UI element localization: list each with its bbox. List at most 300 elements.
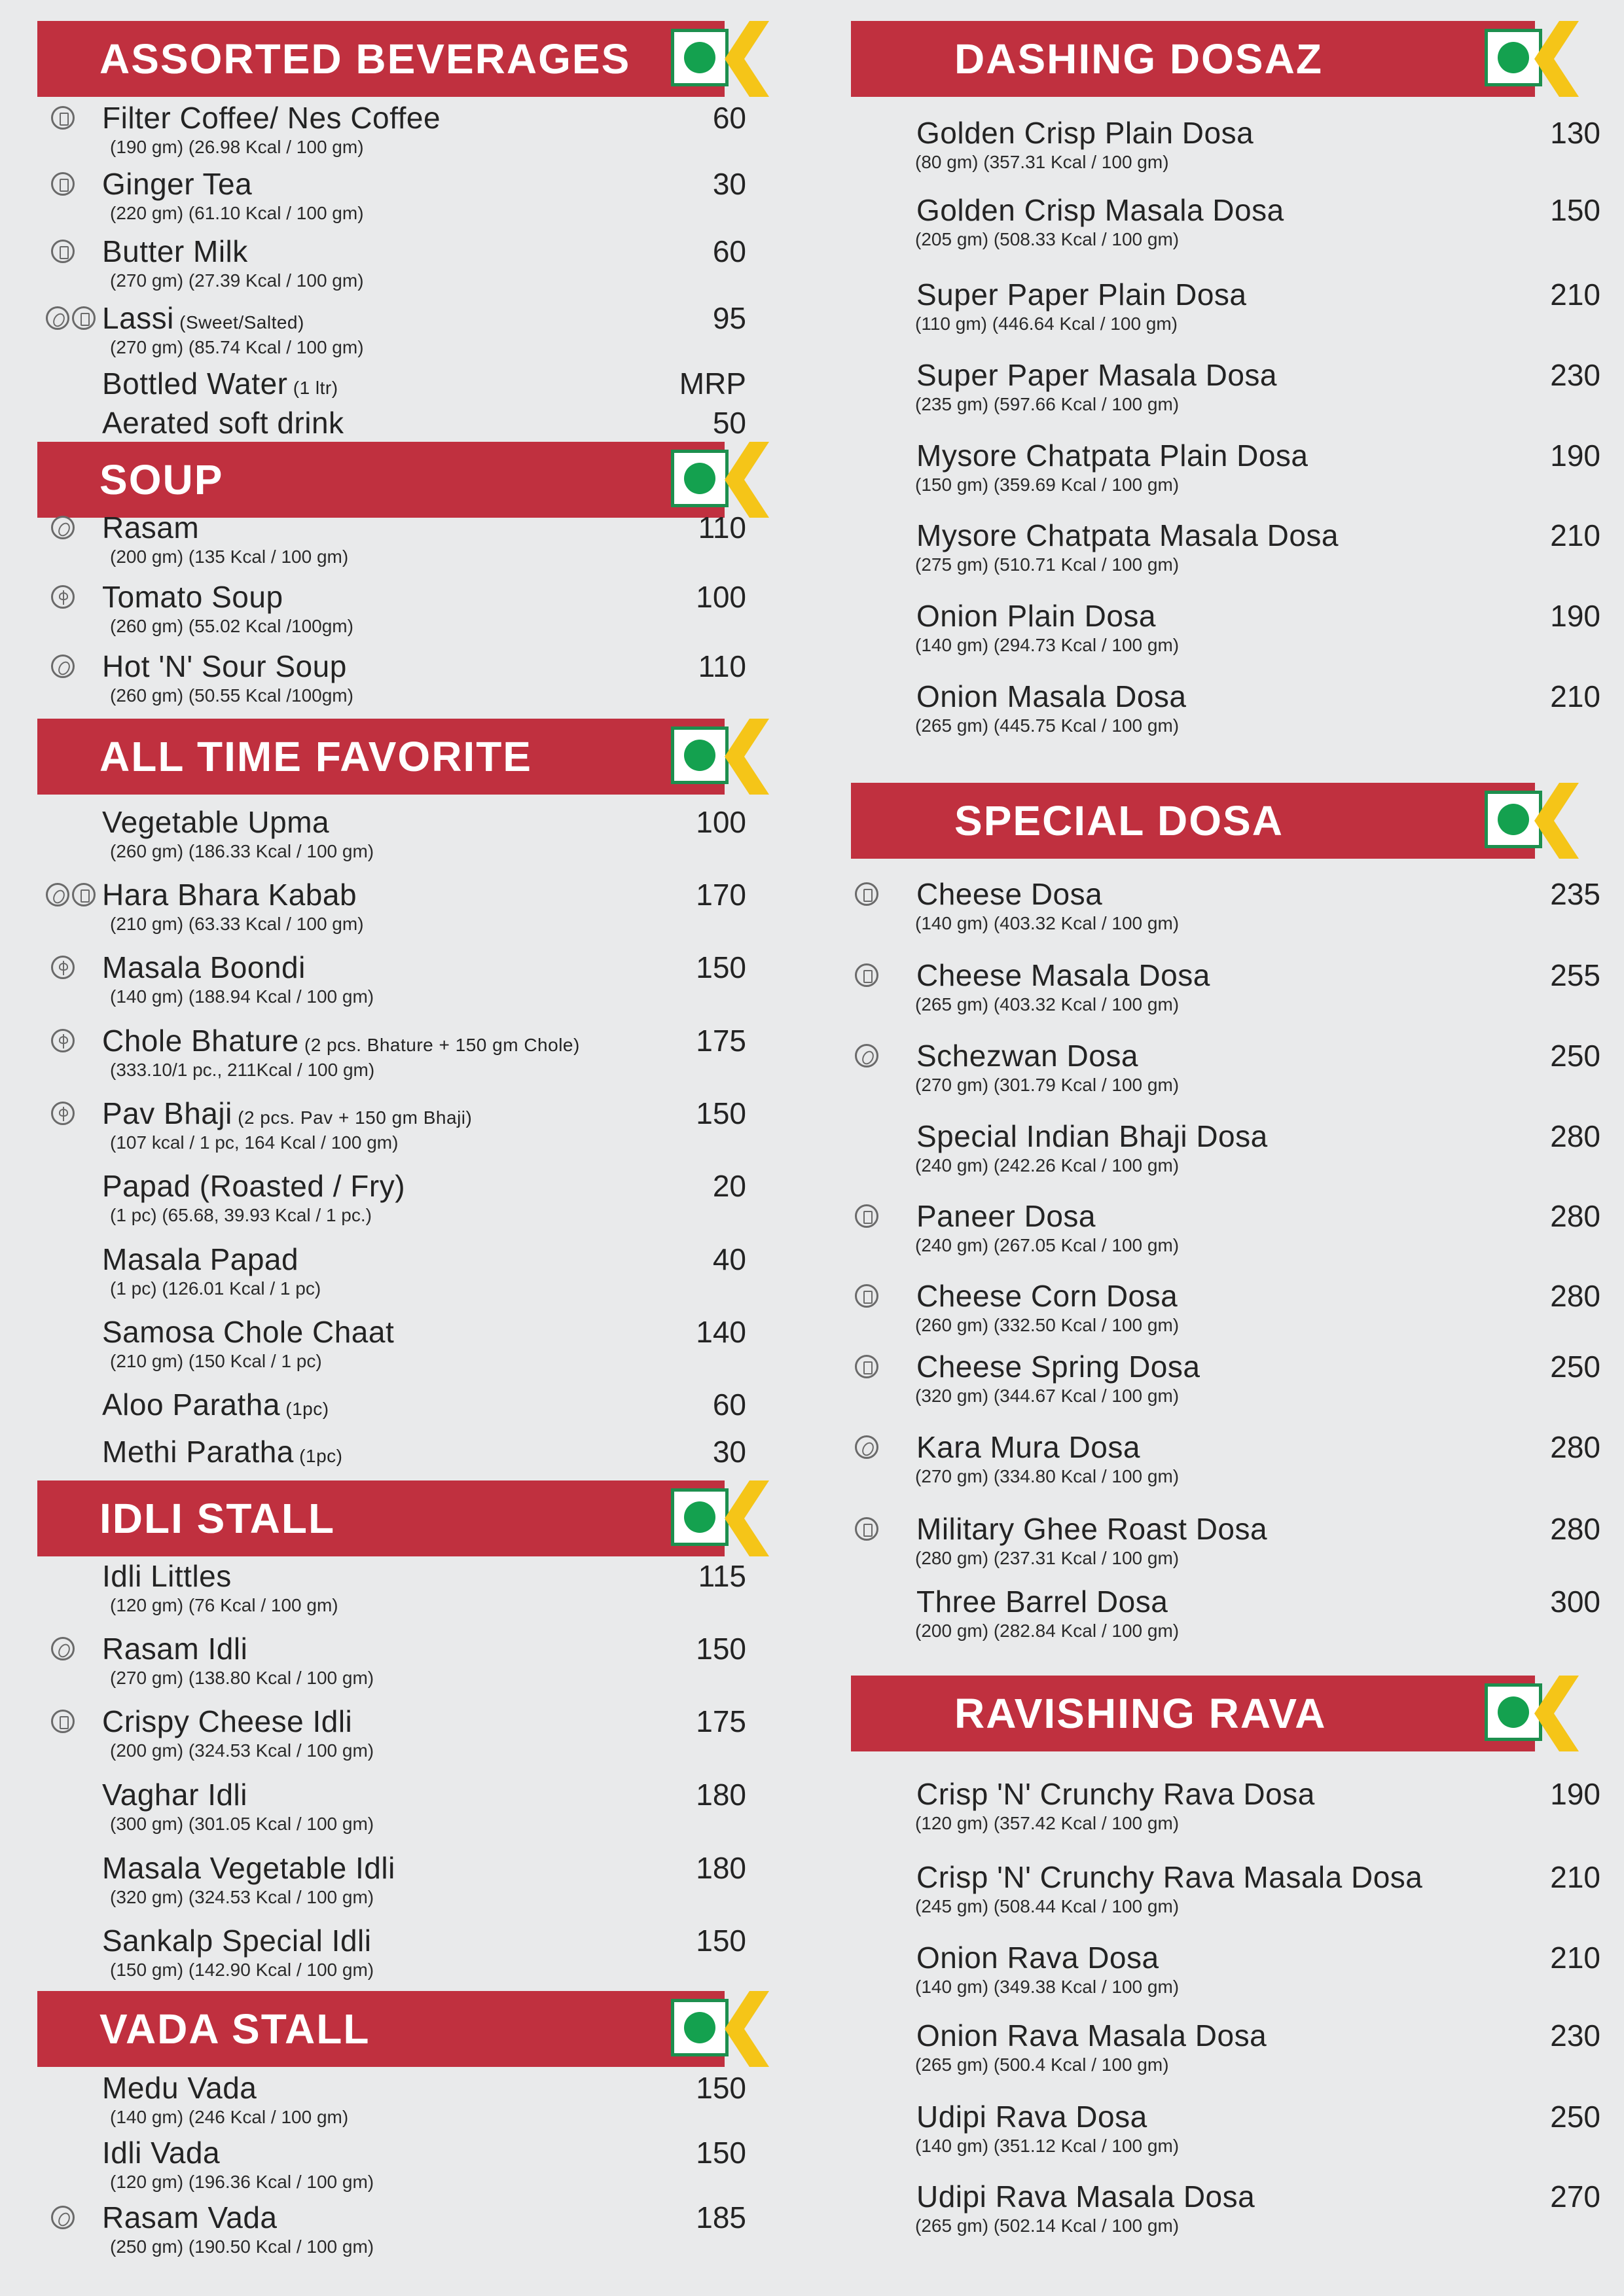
section-title: SPECIAL DOSA — [954, 797, 1284, 844]
allergen-icons — [51, 240, 77, 266]
item-portion-note: (1pc) — [280, 1399, 329, 1419]
item-name — [916, 598, 1156, 634]
item-nutrition: (260 gm) (332.50 Kcal / 100 gm) — [915, 1315, 1180, 1335]
veg-dot-icon — [1498, 804, 1529, 835]
item-price: 100 — [696, 580, 746, 614]
menu-item — [0, 300, 812, 365]
item-nutrition: (220 gm) (61.10 Kcal / 100 gm) — [110, 203, 364, 223]
menu-item — [0, 509, 812, 575]
nut-icon — [855, 1044, 878, 1067]
item-name — [102, 404, 344, 441]
item-price: 130 — [1550, 116, 1600, 150]
allergen-icons — [855, 1044, 881, 1070]
milk-icon — [855, 1204, 878, 1228]
allergen-icons — [51, 1710, 77, 1736]
item-price: 60 — [712, 101, 746, 135]
item-name — [102, 1386, 329, 1427]
item-name — [916, 437, 1308, 474]
item-name — [102, 1776, 247, 1813]
item-price: 40 — [712, 1242, 746, 1276]
item-name-text: Golden Crisp Plain Dosa — [916, 116, 1254, 150]
item-nutrition: (260 gm) (186.33 Kcal / 100 gm) — [110, 841, 374, 861]
veg-mark-icon — [671, 29, 729, 86]
item-name — [102, 1703, 352, 1740]
item-name-text: Special Indian Bhaji Dosa — [916, 1119, 1268, 1153]
section-banner — [851, 783, 1535, 859]
veg-dot-icon — [1498, 1696, 1529, 1728]
section-banner — [37, 1991, 725, 2067]
gluten-icon — [51, 1102, 75, 1125]
allergen-icons — [51, 956, 77, 982]
item-price: 60 — [712, 234, 746, 268]
item-name — [102, 2134, 220, 2171]
item-name — [916, 357, 1277, 393]
veg-dot-icon — [684, 1501, 715, 1533]
item-nutrition: (140 gm) (188.94 Kcal / 100 gm) — [110, 986, 374, 1007]
item-name-text: Vaghar Idli — [102, 1778, 248, 1812]
item-price: 175 — [696, 1024, 746, 1058]
allergen-icons — [51, 2206, 77, 2232]
item-name-text: Kara Mura Dosa — [916, 1430, 1140, 1464]
gluten-icon — [51, 585, 75, 609]
item-nutrition: (275 gm) (510.71 Kcal / 100 gm) — [915, 554, 1180, 575]
nut-icon — [855, 1435, 878, 1459]
section-banner — [37, 1480, 725, 1556]
item-name — [102, 300, 304, 341]
item-name — [916, 876, 1102, 912]
item-name-text: Aerated soft drink — [102, 406, 344, 440]
menu-item — [0, 1850, 812, 1915]
item-name — [916, 1511, 1267, 1547]
item-nutrition: (200 gm) (135 Kcal / 100 gm) — [110, 547, 349, 567]
item-nutrition: (110 gm) (446.64 Kcal / 100 gm) — [915, 314, 1178, 334]
section-title: DASHING DOSAZ — [954, 35, 1323, 82]
item-name — [916, 1198, 1096, 1234]
item-name-text: Paneer Dosa — [916, 1199, 1096, 1233]
item-price: 100 — [696, 805, 746, 839]
item-nutrition: (240 gm) (267.05 Kcal / 100 gm) — [915, 1235, 1180, 1255]
menu-item — [812, 192, 1624, 257]
menu-item — [812, 1776, 1624, 1841]
item-nutrition: (320 gm) (344.67 Kcal / 100 gm) — [915, 1386, 1180, 1406]
item-price: 60 — [712, 1388, 746, 1422]
item-name — [916, 192, 1284, 228]
item-price: 250 — [1550, 2100, 1600, 2134]
nut-icon — [51, 2206, 75, 2229]
menu-item — [0, 804, 812, 869]
item-price: 280 — [1550, 1199, 1600, 1233]
item-price: 190 — [1550, 1777, 1600, 1811]
item-name — [102, 1630, 247, 1667]
menu-item — [0, 99, 812, 165]
item-name-text: Ginger Tea — [102, 167, 253, 201]
section-title: RAVISHING RAVA — [954, 1690, 1327, 1737]
nut-icon — [51, 655, 75, 678]
menu-item — [812, 957, 1624, 1022]
item-name-text: Lassi — [102, 301, 174, 335]
item-nutrition: (280 gm) (237.31 Kcal / 100 gm) — [915, 1548, 1180, 1568]
item-price: 150 — [696, 1924, 746, 1958]
item-price: 110 — [698, 649, 746, 683]
item-price: 150 — [696, 2071, 746, 2105]
item-name-text: Bottled Water — [102, 367, 288, 401]
item-price: 210 — [1550, 1860, 1600, 1894]
menu-item — [812, 357, 1624, 422]
item-price: 235 — [1550, 877, 1600, 911]
item-name-text: Masala Papad — [102, 1242, 299, 1276]
item-name — [102, 1922, 371, 1959]
milk-icon — [855, 882, 878, 906]
chevron-ribbon-icon — [1533, 1676, 1585, 1751]
item-nutrition: (80 gm) (357.31 Kcal / 100 gm) — [915, 152, 1169, 172]
allergen-icons — [46, 306, 98, 332]
item-name — [916, 678, 1186, 715]
menu-item — [812, 1037, 1624, 1103]
item-nutrition: (270 gm) (138.80 Kcal / 100 gm) — [110, 1668, 374, 1688]
milk-icon — [855, 963, 878, 987]
menu-item — [812, 1348, 1624, 1414]
item-name-text: Mysore Chatpata Plain Dosa — [916, 439, 1308, 473]
item-price: 140 — [696, 1315, 746, 1349]
item-nutrition: (107 kcal / 1 pc, 164 Kcal / 100 gm) — [110, 1132, 399, 1153]
item-name — [916, 1429, 1140, 1465]
menu-item — [0, 876, 812, 942]
item-portion-note: (1pc) — [293, 1446, 343, 1466]
menu-item — [812, 876, 1624, 941]
veg-mark-icon — [671, 1488, 729, 1546]
item-price: 115 — [698, 1559, 746, 1593]
item-nutrition: (205 gm) (508.33 Kcal / 100 gm) — [915, 229, 1180, 249]
allergen-icons — [51, 1029, 77, 1055]
item-name-text: Idli Vada — [102, 2136, 221, 2170]
item-nutrition: (270 gm) (301.79 Kcal / 100 gm) — [915, 1075, 1180, 1095]
item-name — [102, 1241, 298, 1278]
milk-icon — [51, 240, 75, 263]
veg-mark-icon — [671, 450, 729, 507]
item-name-text: Rasam Vada — [102, 2200, 278, 2234]
menu-item — [0, 1241, 812, 1306]
menu-item — [0, 166, 812, 231]
menu-item — [812, 1583, 1624, 1649]
section-banner — [851, 1676, 1535, 1751]
item-name — [102, 579, 283, 615]
allergen-icons — [51, 655, 77, 681]
item-name — [102, 876, 357, 913]
item-name — [916, 1118, 1268, 1155]
item-name-text: Cheese Spring Dosa — [916, 1350, 1200, 1384]
allergen-icons — [855, 1435, 881, 1462]
menu-item — [0, 2070, 812, 2135]
item-nutrition: (150 gm) (142.90 Kcal / 100 gm) — [110, 1960, 374, 1980]
allergen-icons — [855, 1204, 881, 1230]
menu-item — [0, 949, 812, 1014]
item-nutrition: (333.10/1 pc., 211Kcal / 100 gm) — [110, 1060, 375, 1080]
chevron-ribbon-icon — [723, 1991, 776, 2067]
menu-item — [812, 598, 1624, 663]
item-nutrition: (120 gm) (76 Kcal / 100 gm) — [110, 1595, 338, 1615]
menu-item — [0, 2134, 812, 2200]
item-name — [102, 1168, 405, 1204]
menu-item — [0, 579, 812, 644]
item-nutrition: (240 gm) (242.26 Kcal / 100 gm) — [915, 1155, 1180, 1175]
item-name — [916, 1859, 1422, 1895]
menu-item — [812, 517, 1624, 583]
item-price: 30 — [712, 1435, 746, 1469]
menu-item — [812, 1118, 1624, 1183]
item-name — [916, 2098, 1147, 2135]
item-name-text: Military Ghee Roast Dosa — [916, 1512, 1268, 1546]
item-name-text: Cheese Masala Dosa — [916, 958, 1210, 992]
allergen-icons — [51, 106, 77, 132]
item-portion-note: (2 pcs. Bhature + 150 gm Chole) — [298, 1035, 580, 1055]
item-nutrition: (120 gm) (196.36 Kcal / 100 gm) — [110, 2172, 374, 2192]
milk-icon — [72, 306, 96, 330]
menu-item — [0, 1776, 812, 1842]
item-name-text: Schezwan Dosa — [916, 1039, 1138, 1073]
menu-item — [812, 1278, 1624, 1343]
item-name — [102, 2199, 278, 2236]
item-price: 150 — [1550, 193, 1600, 227]
menu-item — [812, 437, 1624, 503]
item-name — [916, 517, 1339, 554]
item-price: 230 — [1550, 2018, 1600, 2053]
item-nutrition: (210 gm) (150 Kcal / 1 pc) — [110, 1351, 322, 1371]
item-name — [916, 1583, 1168, 1620]
veg-dot-icon — [684, 2012, 715, 2043]
menu-item — [812, 1429, 1624, 1494]
nut-icon — [46, 306, 69, 330]
menu-item — [0, 648, 812, 713]
milk-icon — [51, 172, 75, 196]
item-price: 280 — [1550, 1279, 1600, 1313]
milk-icon — [855, 1517, 878, 1541]
item-name — [916, 1939, 1159, 1976]
item-name-text: Crisp 'N' Crunchy Rava Masala Dosa — [916, 1860, 1423, 1894]
section-title: ALL TIME FAVORITE — [99, 733, 532, 780]
item-nutrition: (245 gm) (508.44 Kcal / 100 gm) — [915, 1896, 1180, 1916]
item-name — [916, 1278, 1178, 1314]
section-title: ASSORTED BEVERAGES — [99, 35, 631, 82]
item-price: 170 — [696, 878, 746, 912]
item-price: 95 — [712, 301, 746, 335]
item-nutrition: (265 gm) (500.4 Kcal / 100 gm) — [915, 2054, 1169, 2075]
item-price: 150 — [696, 1632, 746, 1666]
item-price: 300 — [1550, 1585, 1600, 1619]
item-name-text: Aloo Paratha — [102, 1388, 280, 1422]
item-nutrition: (270 gm) (85.74 Kcal / 100 gm) — [110, 337, 364, 357]
item-nutrition: (200 gm) (324.53 Kcal / 100 gm) — [110, 1740, 374, 1761]
item-nutrition: (1 pc) (65.68, 39.93 Kcal / 1 pc.) — [110, 1205, 372, 1225]
nut-icon — [51, 1637, 75, 1660]
item-price: 110 — [698, 511, 746, 545]
menu-item — [0, 1314, 812, 1379]
item-price: 190 — [1550, 599, 1600, 633]
item-name — [916, 115, 1254, 151]
item-nutrition: (140 gm) (351.12 Kcal / 100 gm) — [915, 2136, 1180, 2156]
item-name — [916, 1037, 1138, 1074]
item-nutrition: (265 gm) (445.75 Kcal / 100 gm) — [915, 715, 1180, 736]
chevron-ribbon-icon — [723, 21, 776, 97]
item-name-text: Onion Rava Dosa — [916, 1941, 1159, 1975]
item-nutrition: (210 gm) (63.33 Kcal / 100 gm) — [110, 914, 364, 934]
item-nutrition: (250 gm) (190.50 Kcal / 100 gm) — [110, 2236, 374, 2257]
section-banner — [851, 21, 1535, 97]
item-price: 210 — [1550, 518, 1600, 552]
item-name-text: Filter Coffee/ Nes Coffee — [102, 101, 441, 135]
section-title: SOUP — [99, 456, 224, 503]
chevron-ribbon-icon — [723, 1480, 776, 1556]
item-name — [102, 804, 329, 840]
item-price: 20 — [712, 1169, 746, 1203]
veg-dot-icon — [684, 740, 715, 771]
item-name-text: Cheese Dosa — [916, 877, 1103, 911]
item-name-text: Rasam Idli — [102, 1632, 248, 1666]
section-title: IDLI STALL — [99, 1495, 336, 1542]
item-name-text: Papad (Roasted / Fry) — [102, 1169, 406, 1203]
menu-item — [0, 1095, 812, 1160]
milk-icon — [51, 1710, 75, 1733]
allergen-icons — [855, 963, 881, 990]
section-banner — [37, 442, 725, 518]
item-name — [916, 2178, 1255, 2215]
item-nutrition: (140 gm) (349.38 Kcal / 100 gm) — [915, 1977, 1180, 1997]
item-nutrition: (260 gm) (50.55 Kcal /100gm) — [110, 685, 353, 706]
item-name-text: Medu Vada — [102, 2071, 257, 2105]
item-name-text: Onion Plain Dosa — [916, 599, 1156, 633]
item-nutrition: (270 gm) (27.39 Kcal / 100 gm) — [110, 270, 364, 291]
item-price: 250 — [1550, 1350, 1600, 1384]
item-name-text: Idli Littles — [102, 1559, 232, 1593]
item-price: 175 — [696, 1704, 746, 1738]
allergen-icons — [855, 882, 881, 908]
item-name-text: Golden Crisp Masala Dosa — [916, 193, 1284, 227]
item-price: 210 — [1550, 278, 1600, 312]
menu-item — [0, 1922, 812, 1988]
item-nutrition: (120 gm) (357.42 Kcal / 100 gm) — [915, 1813, 1180, 1833]
item-name-text: Three Barrel Dosa — [916, 1585, 1168, 1619]
item-name — [102, 2070, 257, 2106]
veg-mark-icon — [671, 726, 729, 784]
menu-item — [0, 1558, 812, 1623]
allergen-icons — [855, 1284, 881, 1310]
item-price: 250 — [1550, 1039, 1600, 1073]
item-nutrition: (190 gm) (26.98 Kcal / 100 gm) — [110, 137, 364, 157]
veg-dot-icon — [684, 463, 715, 494]
menu-item — [812, 1939, 1624, 2005]
milk-icon — [51, 106, 75, 130]
item-nutrition: (300 gm) (301.05 Kcal / 100 gm) — [110, 1814, 374, 1834]
allergen-icons — [855, 1517, 881, 1543]
chevron-ribbon-icon — [1533, 21, 1585, 97]
item-nutrition: (200 gm) (282.84 Kcal / 100 gm) — [915, 1621, 1180, 1641]
menu-item — [0, 1630, 812, 1696]
item-name — [102, 1314, 394, 1350]
allergen-icons — [51, 172, 77, 198]
menu-item — [812, 276, 1624, 342]
item-nutrition: (260 gm) (55.02 Kcal /100gm) — [110, 616, 353, 636]
item-nutrition: (320 gm) (324.53 Kcal / 100 gm) — [110, 1887, 374, 1907]
item-price: 185 — [696, 2200, 746, 2234]
menu-item — [812, 1859, 1624, 1924]
veg-dot-icon — [684, 42, 715, 73]
item-name — [916, 276, 1247, 313]
item-nutrition: (270 gm) (334.80 Kcal / 100 gm) — [915, 1466, 1180, 1486]
menu-item — [812, 2178, 1624, 2244]
item-name-text: Super Paper Plain Dosa — [916, 278, 1247, 312]
item-price: 280 — [1550, 1119, 1600, 1153]
item-name-text: Vegetable Upma — [102, 805, 330, 839]
item-price: 150 — [696, 1096, 746, 1130]
menu-item — [812, 1511, 1624, 1576]
item-name — [102, 949, 306, 986]
item-name-text: Cheese Corn Dosa — [916, 1279, 1178, 1313]
item-price: 230 — [1550, 358, 1600, 392]
item-nutrition: (140 gm) (294.73 Kcal / 100 gm) — [915, 635, 1180, 655]
item-nutrition: (265 gm) (403.32 Kcal / 100 gm) — [915, 994, 1180, 1014]
milk-icon — [855, 1355, 878, 1378]
item-name-text: Sankalp Special Idli — [102, 1924, 372, 1958]
item-name — [916, 1776, 1315, 1812]
menu-item — [0, 2199, 812, 2265]
item-price: 150 — [696, 2136, 746, 2170]
item-price: 270 — [1550, 2179, 1600, 2214]
veg-dot-icon — [1498, 42, 1529, 73]
item-name — [102, 365, 338, 406]
item-price: 50 — [712, 406, 746, 440]
item-nutrition: (140 gm) (403.32 Kcal / 100 gm) — [915, 913, 1180, 933]
menu-item — [0, 1703, 812, 1768]
menu-item — [0, 1022, 812, 1088]
nut-icon — [46, 883, 69, 906]
item-name — [916, 2017, 1267, 2054]
menu-item — [812, 1198, 1624, 1263]
item-nutrition: (150 gm) (359.69 Kcal / 100 gm) — [915, 475, 1180, 495]
menu-item — [0, 233, 812, 298]
item-nutrition: (1 pc) (126.01 Kcal / 1 pc) — [110, 1278, 321, 1299]
item-price: 210 — [1550, 1941, 1600, 1975]
allergen-icons — [51, 1637, 77, 1663]
section-banner — [37, 21, 725, 97]
item-name-text: Super Paper Masala Dosa — [916, 358, 1278, 392]
item-name-text: Butter Milk — [102, 234, 248, 268]
item-name-text: Methi Paratha — [102, 1435, 294, 1469]
milk-icon — [72, 883, 96, 906]
allergen-icons — [51, 585, 77, 611]
item-price: 280 — [1550, 1512, 1600, 1546]
item-nutrition: (140 gm) (246 Kcal / 100 gm) — [110, 2107, 349, 2127]
item-name — [102, 1558, 232, 1594]
section-title: VADA STALL — [99, 2005, 370, 2053]
item-name-text: Onion Rava Masala Dosa — [916, 2018, 1267, 2053]
item-name-text: Pav Bhaji — [102, 1096, 232, 1130]
menu-item — [812, 2017, 1624, 2083]
item-name-text: Masala Boondi — [102, 950, 306, 984]
menu-item — [812, 678, 1624, 744]
item-name — [102, 509, 199, 546]
item-name-text: Onion Masala Dosa — [916, 679, 1187, 713]
item-name-text: Crispy Cheese Idli — [102, 1704, 353, 1738]
gluten-icon — [51, 956, 75, 979]
item-price: 255 — [1550, 958, 1600, 992]
item-name-text: Samosa Chole Chaat — [102, 1315, 395, 1349]
chevron-ribbon-icon — [1533, 783, 1585, 859]
item-name-text: Crisp 'N' Crunchy Rava Dosa — [916, 1777, 1315, 1811]
item-name-text: Mysore Chatpata Masala Dosa — [916, 518, 1339, 552]
item-name — [102, 648, 347, 685]
item-name — [102, 1095, 472, 1136]
nut-icon — [51, 516, 75, 539]
item-name-text: Udipi Rava Dosa — [916, 2100, 1147, 2134]
